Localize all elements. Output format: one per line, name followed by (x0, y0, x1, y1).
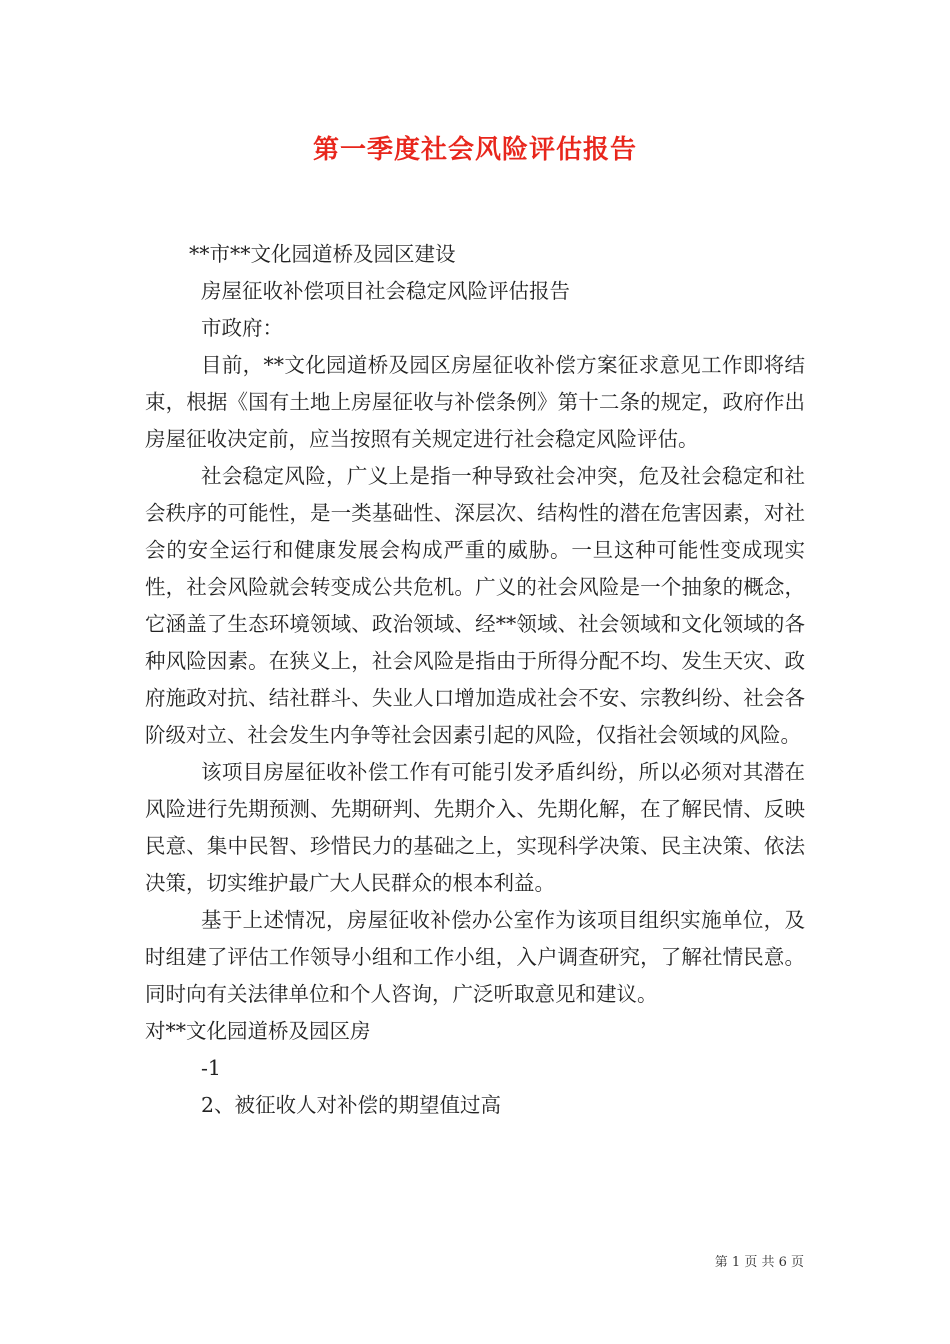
page-title: 第一季度社会风险评估报告 (312, 135, 637, 165)
list-item-2: 2、被征收人对补偿的期望值过高 (201, 1093, 502, 1117)
page-marker: -1 (201, 1056, 221, 1080)
addressee: 市政府： (201, 316, 283, 340)
paragraph-4: 基于上述情况，房屋征收补偿办公室作为该项目组织实施单位，及时组建了评估工作领导小组和工作小组，入户调查研究，了解社情民意。同时向有关法律单位和个人咨询，广泛听取意见和建议。 (145, 908, 805, 1006)
paragraph-2: 社会稳定风险，广义上是指一种导致社会冲突，危及社会稳定和社会秩序的可能性，是一类基础性、深层次、结构性的潜在危害因素，对社会的安全运行和健康发展会构成严重的威胁。一旦这种可能性变成现实性，社会风险就会转变成公共危机。广义的社会风险是一个抽象的概念，它涵盖了生态环境领域、政治领域、经**领域、社会领域和文化领域的各种风险因素。在狭义上，社会风险是指由于所得分配不均、发生天灾、政府施政对抗、结社群斗、失业人口增加造成社会不安、宗教纠纷、社会各阶级对立、社会发生内争等社会因素引起的风险，仅指社会领域的风险。 (145, 464, 805, 747)
fragment-line: 对**文化园道桥及园区房 (145, 1019, 371, 1043)
page-indicator: 第 1 页 共 6 页 (714, 1255, 804, 1270)
document-body (145, 236, 805, 1124)
paragraph-1: 目前，**文化园道桥及园区房屋征收补偿方案征求意见工作即将结束，根据《国有土地上房屋征收与补偿条例》第十二条的规定，政府作出房屋征收决定前，应当按照有关规定进行社会稳定风险评估。 (145, 353, 805, 451)
heading-line-2: 房屋征收补偿项目社会稳定风险评估报告 (201, 279, 570, 303)
paragraph-3: 该项目房屋征收补偿工作有可能引发矛盾纠纷，所以必须对其潜在风险进行先期预测、先期研判、先期介入、先期化解，在了解民情、反映民意、集中民智、珍惜民力的基础之上，实现科学决策、民主决策、依法决策，切实维护最广大人民群众的根本利益。 (145, 760, 805, 895)
heading-line-1: **市**文化园道桥及园区建设 (189, 242, 456, 266)
